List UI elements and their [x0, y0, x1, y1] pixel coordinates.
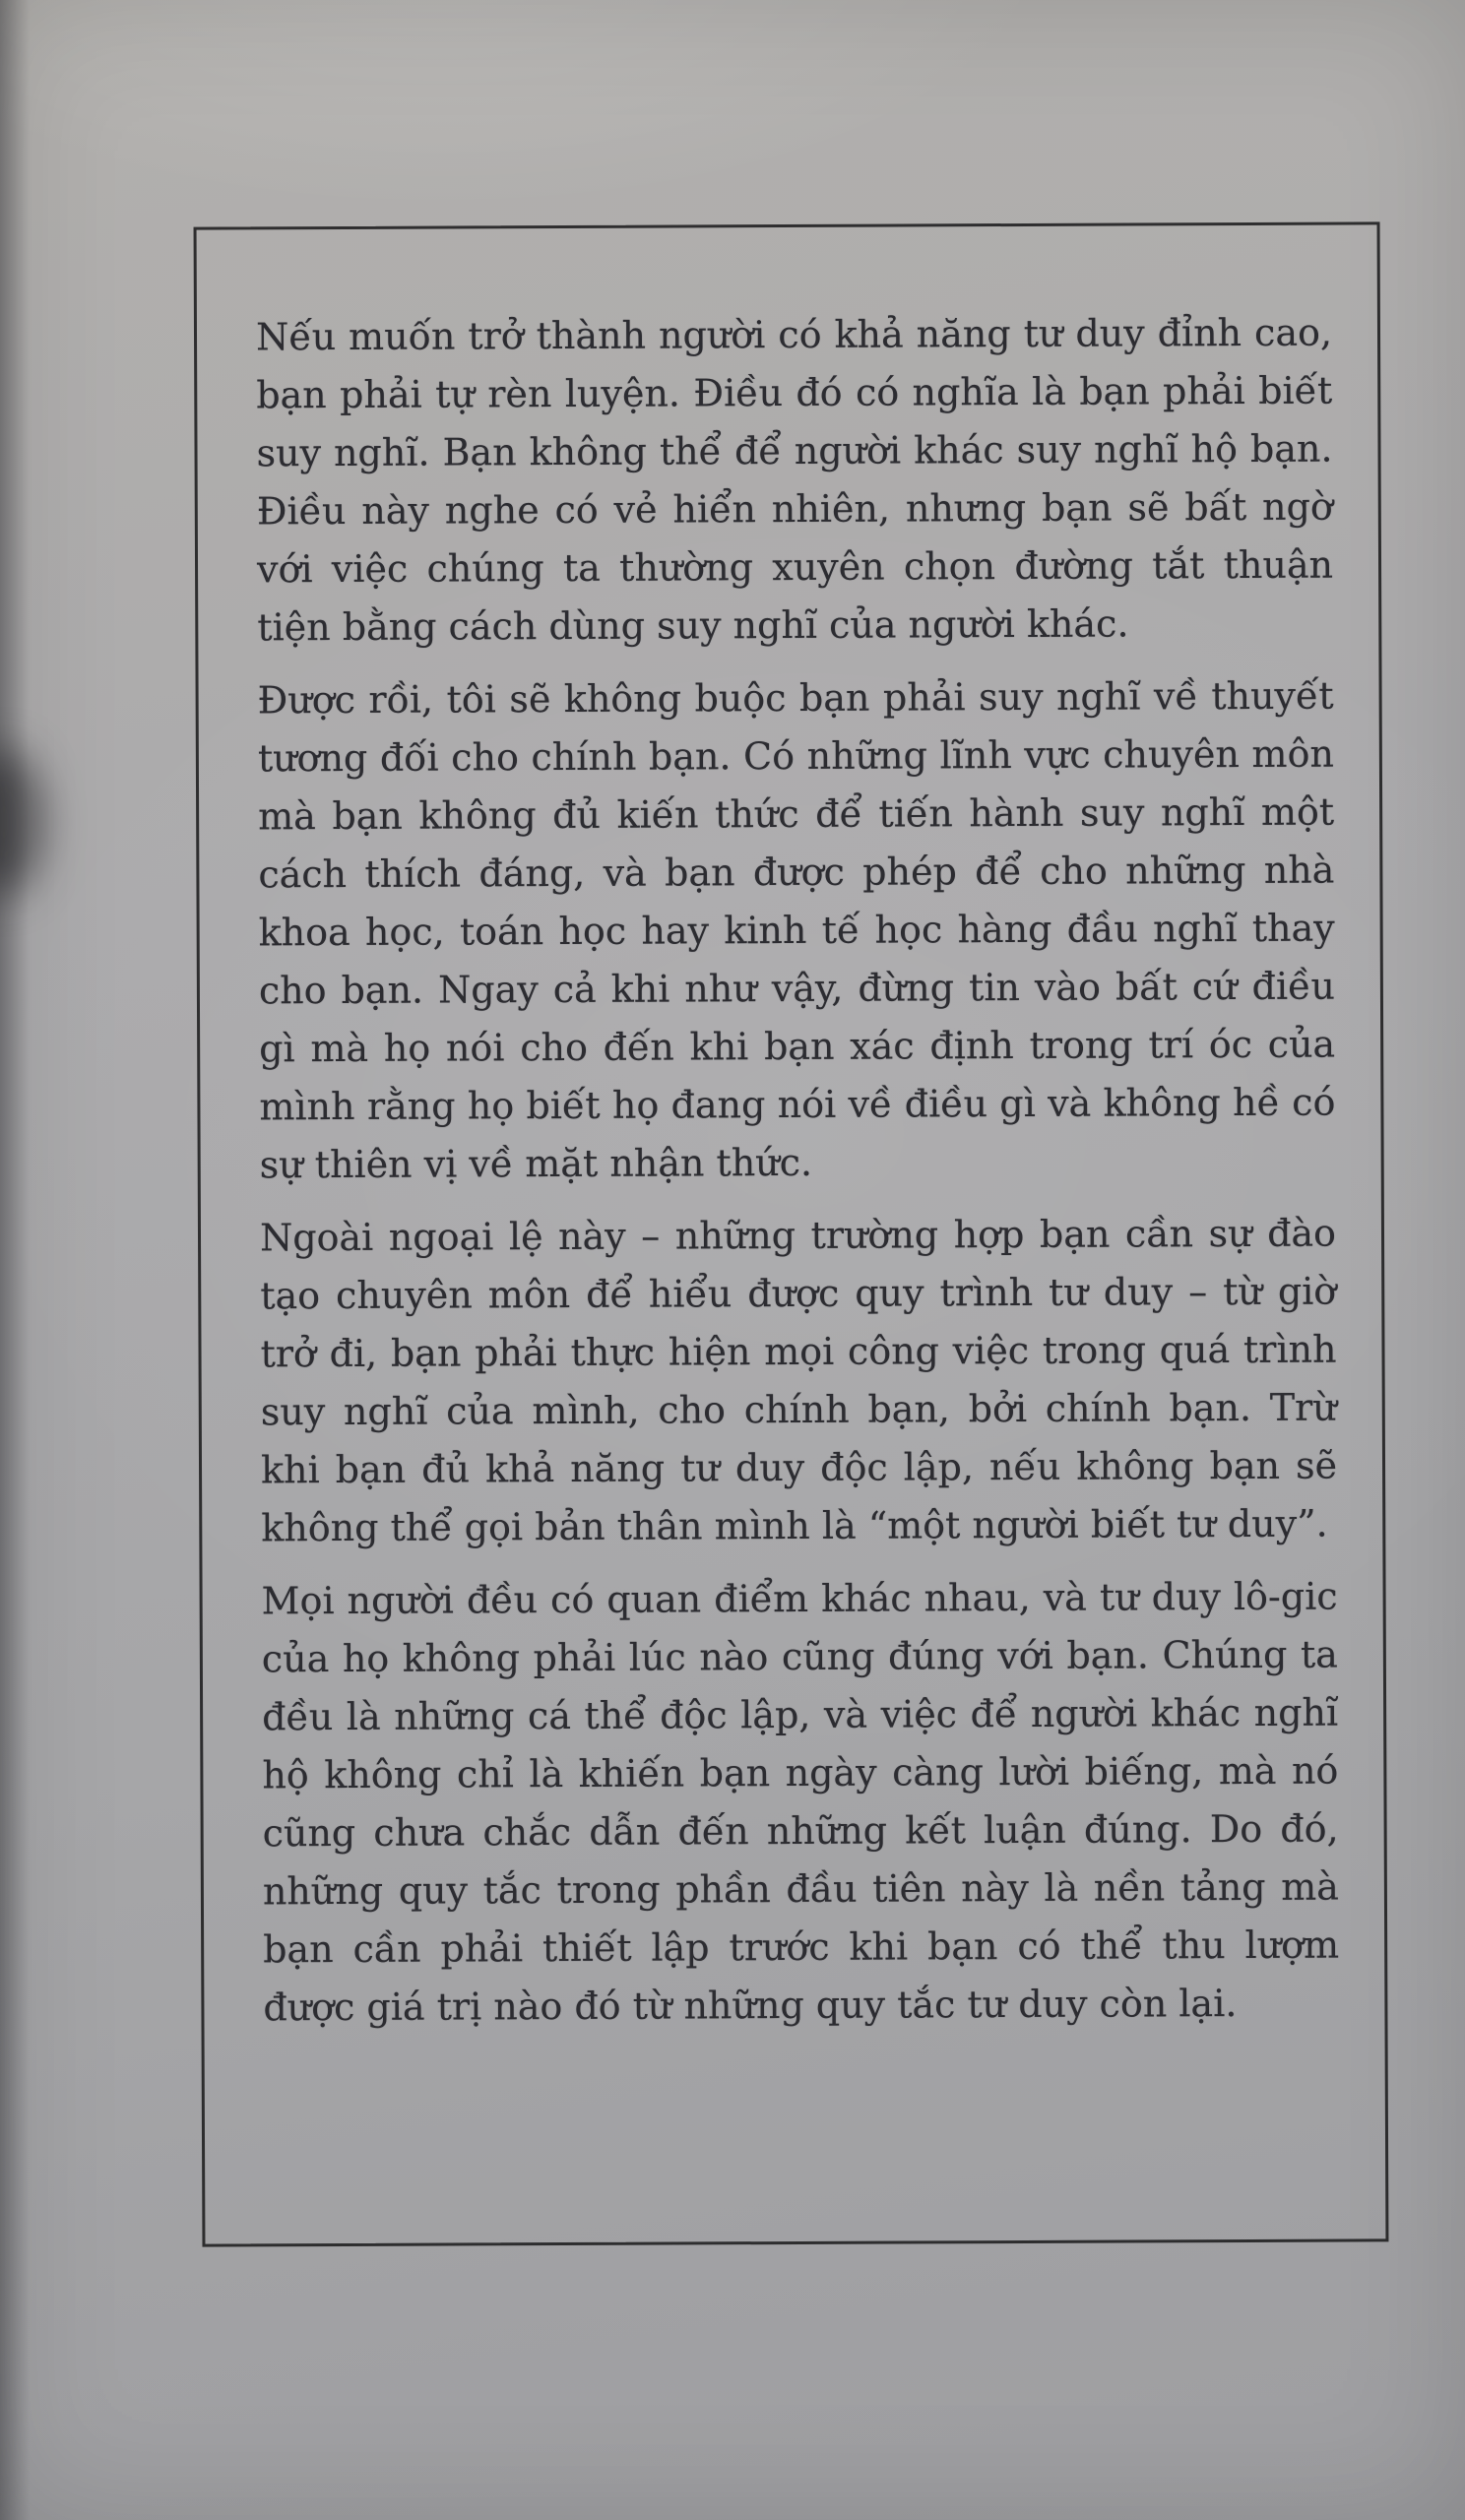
paragraph: Mọi người đều có quan điểm khác nhau, và tư duy lô-gic của họ không phải lúc nào cũng đúng với bạn. Chúng ta đều là những cá thể độc lập, và việc để người khác nghĩ hộ không chỉ là khiến bạn ngày càng lười biếng, mà nó cũng chưa chắc dẫn đến những kết luận đúng. Do đó, những quy tắc trong phần đầu tiên này là nền tảng mà bạn cần phải thiết lập trước khi bạn có thể thu lượm được giá trị nào đó từ những quy tắc tư duy còn lại. — [261, 1574, 1340, 2030]
paragraph: Được rồi, tôi sẽ không buộc bạn phải suy nghĩ về thuyết tương đối cho chính bạn. Có những lĩnh vực chuyên môn mà bạn không đủ kiến thức để tiến hành suy nghĩ một cách thích đáng, và bạn được phép để cho những nhà khoa học, toán học hay kinh tế học hàng đầu nghĩ thay cho bạn. Ngay cả khi như vậy, đừng tin vào bất cứ điều gì mà họ nói cho đến khi bạn xác định trong trí óc của mình rằng họ biết họ đang nói về điều gì và không hề có sự thiên vị về mặt nhận thức. — [257, 673, 1336, 1187]
paragraph: Ngoài ngoại lệ này – những trường hợp bạn cần sự đào tạo chuyên môn để hiểu được quy trình tư duy – từ giờ trở đi, bạn phải thực hiện mọi công việc trong quá trình suy nghĩ của mình, cho chính bạn, bởi chính bạn. Trừ khi bạn đủ khả năng tư duy độc lập, nếu không bạn sẽ không thể gọi bản thân mình là “một người biết tư duy”. — [259, 1211, 1338, 1550]
page-border-frame — [194, 221, 1389, 2246]
paragraph: Nếu muốn trở thành người có khả năng tư duy đỉnh cao, bạn phải tự rèn luyện. Điều đó có nghĩa là bạn phải biết suy nghĩ. Bạn không thể để người khác suy nghĩ hộ bạn. Điều này nghe có vẻ hiển nhiên, nhưng bạn sẽ bất ngờ với việc chúng ta thường xuyên chọn đường tắt thuận tiện bằng cách dùng suy nghĩ của người khác. — [255, 310, 1334, 650]
page-spine-shadow — [0, 0, 30, 2520]
page-text-block — [197, 224, 1385, 2037]
page-edge-shadow — [0, 748, 43, 896]
